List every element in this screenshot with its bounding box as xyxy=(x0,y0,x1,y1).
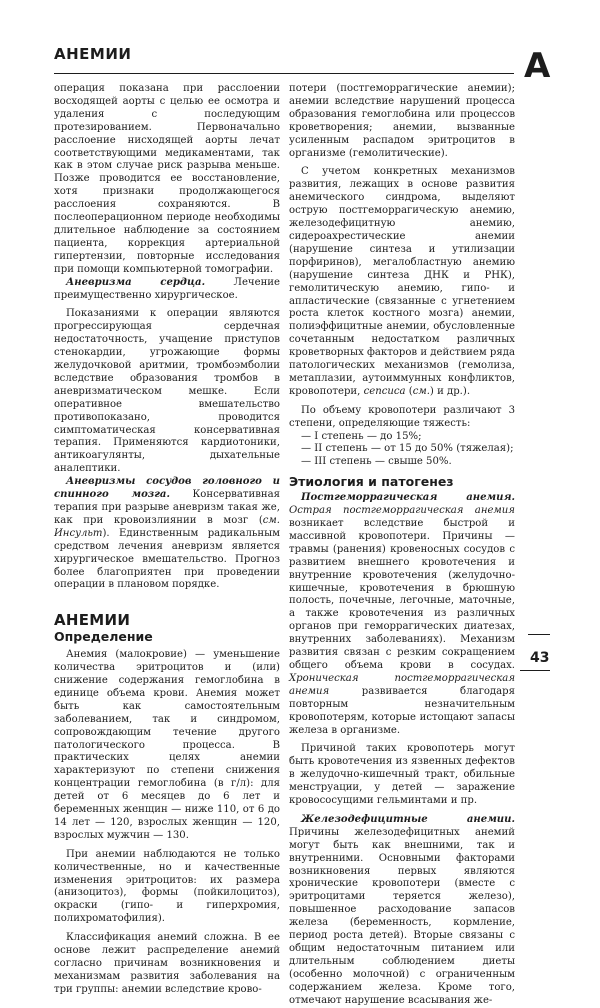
paragraph xyxy=(289,166,515,398)
paragraph: потери (постгеморрагические анемии); анемии вследствие нарушений процесса образования гемоглобина или процессов кроветворения; анемии, вызванные усиленным распадом эритроцитов в организме (гемолитические). xyxy=(289,83,515,159)
paragraph-text: развивается благодаря повторным незначительным кровопотерям, которые истощают запасы железа в организме. xyxy=(289,685,515,736)
term-heading: Аневризмы сосудов головного и спинного мозга. xyxy=(54,476,280,501)
paragraph xyxy=(54,476,280,592)
list-item: — III степень — свыше 50%. xyxy=(301,456,452,468)
paragraph-text: Консервативная терапия при разрыве аневризм такая же, как при кровоизлиянии в мозг ( xyxy=(54,489,280,526)
subsection-title: Этиология и патогенез xyxy=(289,474,454,490)
paragraph: При анемии наблюдаются не только количественные, но и качественные изменения эритроцитов: их размера (анизоцитоз), формы (пойкилоцитоз), окраски (гипо- и гиперхромия, полихроматофилия). xyxy=(54,848,280,925)
paragraph: Анемия (малокровие) — уменьшение количества эритроцитов и (или) снижение содержания гемоглобина в единице объема крови. Анемия может быть как самостоятельным заболеванием, так и синдромом, сопровождающим течение другого патологического процесса. В практических целях анемии характеризуют по степени снижения концентрации гемоглобина (в г/л): для детей от 6 месяцев до 6 лет и беременных женщин — ниже 110, от 6 до 14 лет — 120, взрослых женщин — 120, взрослых мужчин — 130. xyxy=(54,649,280,841)
paragraph xyxy=(54,277,280,303)
subsection-title: Определение xyxy=(54,629,153,645)
term-heading: Аневризма сердца. xyxy=(66,276,206,288)
paragraph: По объему кровопотери различают 3 степени, определяющие тяжесть: xyxy=(289,404,515,429)
paragraph xyxy=(289,814,515,1008)
paragraph: операция показана при расслоении восходящей аорты с целью ее осмотра и удаления с последующим протезированием. Первоначально расслоение нисходящей аорты лечат соответствующими медикаментами, так как в этом случае риск разрыва меньше. Позже проводится ее восстановление, хотя признаки продолжающегося расслоения сохраняются. В послеоперационном периоде необходимы длительное наблюдение за состоянием пациента, коррекция артериальной гипертензии, повторные исследования при помощи компьютерной томографии. xyxy=(54,83,280,275)
paragraph-text: возникает вследствие быстрой и массивной кровопотери. Причины — травмы (ранения) кровеносных сосудов с развитием внешнего кровотечения и внутренние кровотечения (желудочно-кишечные, кровотечения в брюшную полость, почечные, легочные, маточные, а также кровотечения из различных органов при геморрагических диатезах, внутренних заболеваниях). Механизм развития связан с резким сокращением общего объема крови в сосудах. xyxy=(289,518,515,671)
term-heading: Постгеморрагическая анемия. xyxy=(301,492,515,504)
paragraph-text: С учетом конкретных механизмов развития, лежащих в основе развития анемического синдрома, выделяют острую постгеморрагическую анемию, железодефицитную анемию, сидероахрестические анемии (нарушение синтеза и утилизации порфиринов), мегалобластную анемию (нарушение синтеза ДНК и РНК), гемолитическую анемию, гипо- и апластические (связанные с угнетением роста клеток костного мозга) анемии, полиэффицитные анемии, обусловленные сочетанным недостатком различных кроветворных факторов и действием ряда патологических механизмов (гемолиза, метаплазии, аутоиммунных конфликтов, кровопотери, xyxy=(289,166,515,397)
cross-reference: сепсиса xyxy=(363,385,406,397)
page-number: 43 xyxy=(530,650,550,666)
paragraph-text: Причины железодефицитных анемий могут быть как внешними, так и внутренними. Основными факторами возникновения первых являются хронические кровопотери (вместе с эритроцитами теряется железо), повышенное расходование запасов железа (беременность, кормление, период роста детей). Вторые связаны с общим недостаточным питанием или длительным соблюдением диеты (особенно молочной) с ограниченным содержанием железа. Кроме того, отмечают нарушение всасывания же- xyxy=(289,826,515,1006)
list-item: — I степень — до 15%; xyxy=(301,430,422,442)
paragraph-text: Лечение преимущественно хирургическое. xyxy=(54,276,280,301)
right-column xyxy=(289,83,515,1008)
paragraph xyxy=(289,492,515,737)
header-rule xyxy=(54,73,514,74)
running-head: АНЕМИИ xyxy=(54,45,132,63)
section-title: АНЕМИИ xyxy=(54,611,131,630)
paragraph-text: ( xyxy=(405,385,413,397)
cross-reference: см. xyxy=(412,385,430,397)
page-header xyxy=(54,44,514,63)
cross-reference: см. Инсульт xyxy=(54,514,280,539)
term-heading: Железодефицитные анемии. xyxy=(301,813,515,825)
paragraph-text: ). Единственным радикальным средством лечения аневризм является хирургическое вмешательство. Прогноз более благоприятен при проведении операции в плановом порядке. xyxy=(54,527,280,591)
paragraph-text: ) и др.). xyxy=(429,385,471,397)
left-column xyxy=(54,83,280,997)
paragraph: Показаниями к операции являются прогрессирующая сердечная недостаточность, учащение приступов стенокардии, угрожающие формы желудочковой аритмии, тромбоэмболии вследствие образования тромбов в аневризматическом мешке. Если оперативное вмешательство противопоказано, проводится симптоматическая консервативная терапия. Применяются кардиотоники, антикоагулянты, дыхательные аналептики. xyxy=(54,308,280,475)
page-number-rule xyxy=(520,670,550,673)
italic-term: Хроническая постгеморрагическая анемия xyxy=(289,672,515,697)
italic-term: Острая постгеморрагическая анемия xyxy=(289,505,515,517)
letter-tab: А xyxy=(524,46,551,86)
paragraph: Причиной таких кровопотерь могут быть кровотечения из язвенных дефектов в желудочно-кишечный тракт, обильные менструации, у детей — заражение кровососущими гельминтами и пр. xyxy=(289,743,515,807)
list-item: — II степень — от 15 до 50% (тяжелая); xyxy=(301,443,514,455)
paragraph: Классификация анемий сложна. В ее основе лежит распределение анемий согласно причинам возникновения и механизмам развития заболевания на три группы: анемии вследствие крово- xyxy=(54,932,280,995)
page-number-rule xyxy=(528,634,550,637)
